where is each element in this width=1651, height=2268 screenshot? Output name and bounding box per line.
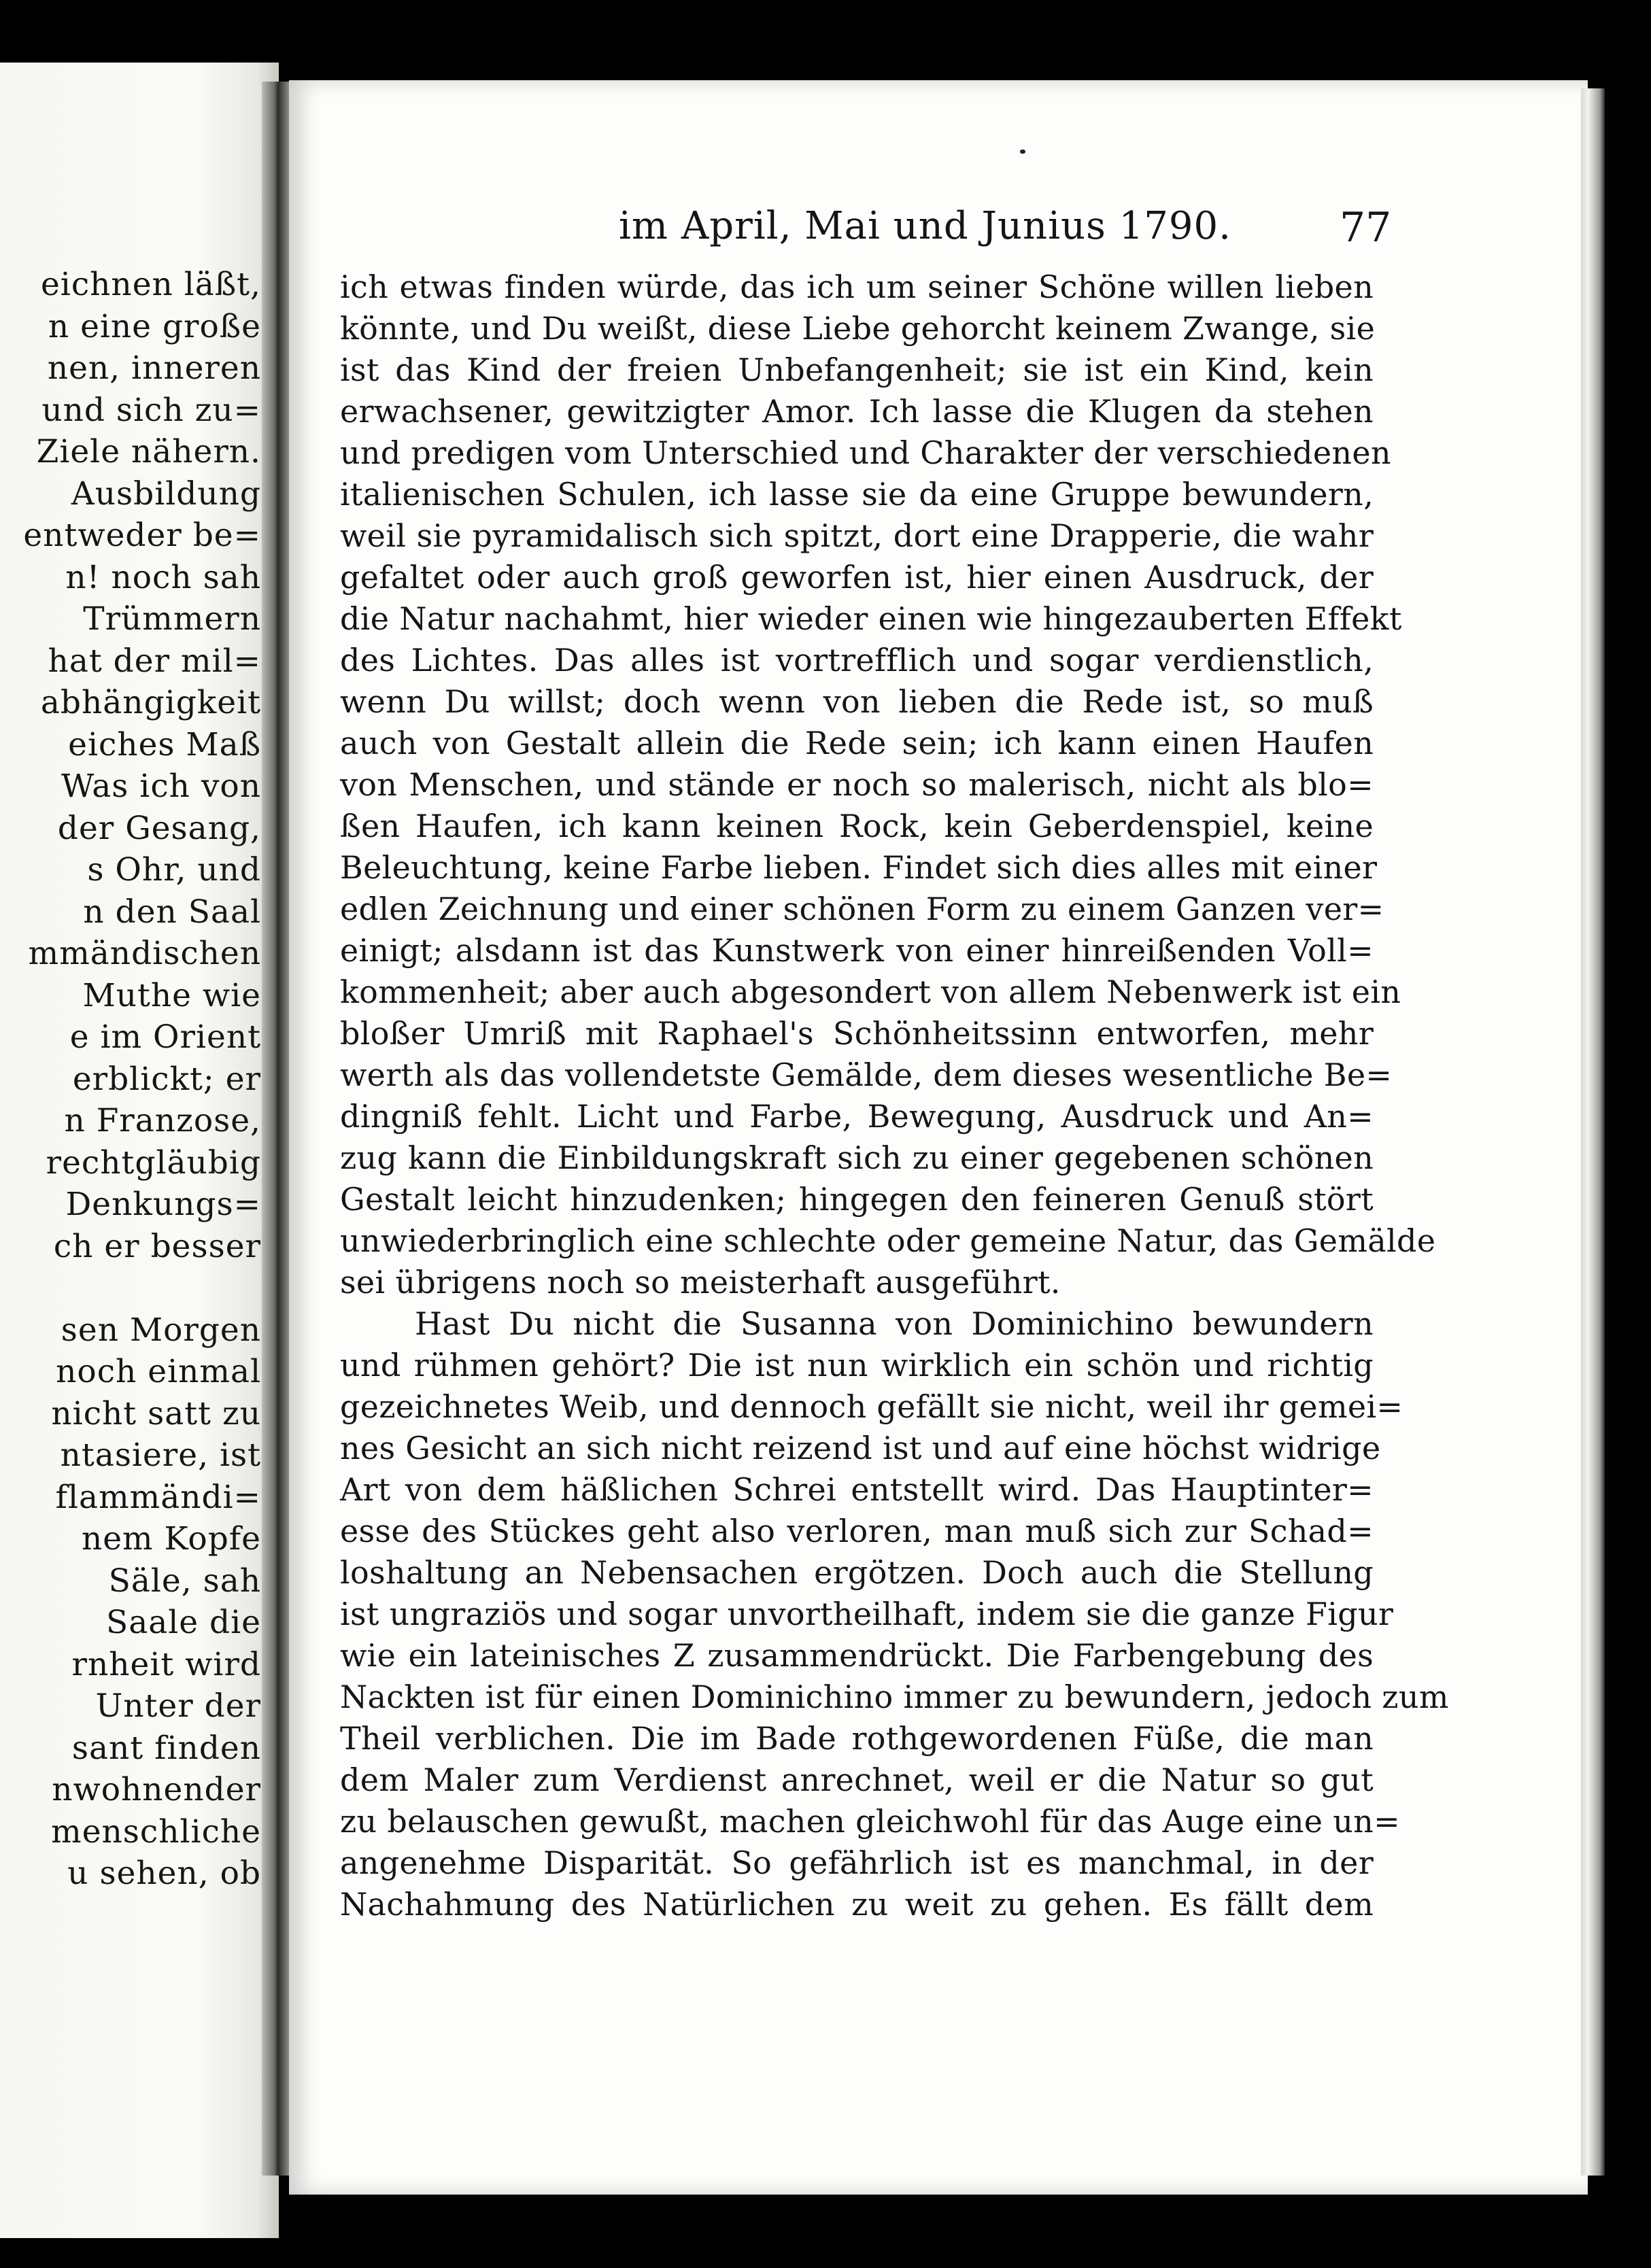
- text-line: dem Maler zum Verdienst anrechnet, weil er die Natur so gut: [340, 1762, 1374, 1798]
- text-line: auch von Gestalt allein die Rede sein; ich kann einen Haufen: [340, 725, 1374, 761]
- text-line: sei übrigens noch so meisterhaft ausgeführt.: [340, 1264, 1061, 1301]
- text-line: bloßer Umriß mit Raphael's Schönheitssinn entworfen, mehr: [340, 1015, 1374, 1052]
- text-line: könnte, und Du weißt, diese Liebe gehorcht keinem Zwange, sie: [340, 310, 1376, 347]
- text-line: edlen Zeichnung und einer schönen Form zu einem Ganzen ver=: [340, 891, 1384, 927]
- left-page-line: n Franzose,: [64, 1102, 261, 1139]
- text-line: ist ungraziös und sogar unvortheilhaft, indem sie die ganze Figur: [340, 1596, 1394, 1632]
- text-line: italienischen Schulen, ich lasse sie da eine Gruppe bewundern,: [340, 476, 1374, 513]
- text-line: Nackten ist für einen Dominichino immer zu bewundern, jedoch zum: [340, 1679, 1449, 1715]
- text-line: gefaltet oder auch groß geworfen ist, hier einen Ausdruck, der: [340, 559, 1374, 596]
- running-head: im April, Mai und Junius 1790.: [619, 204, 1231, 248]
- text-line: des Lichtes. Das alles ist vortrefflich und sogar verdienstlich,: [340, 642, 1374, 678]
- left-page-line: Ausbildung: [71, 475, 261, 513]
- left-page-line: menschliche: [51, 1812, 261, 1851]
- left-page-line: Denkungs=: [65, 1186, 261, 1223]
- left-page-line: Säle, sah: [108, 1562, 261, 1600]
- left-page-line: s Ohr, und: [87, 851, 261, 889]
- left-page-line: und sich zu=: [41, 391, 261, 429]
- left-page-line: Trümmern: [83, 600, 261, 638]
- text-line: loshaltung an Nebensachen ergötzen. Doch auch die Stellung: [340, 1554, 1374, 1591]
- page-edge: [1581, 88, 1605, 2176]
- left-page-line: hat der mil=: [48, 642, 261, 680]
- text-line: zug kann die Einbildungskraft sich zu einer gegebenen schönen: [340, 1139, 1374, 1176]
- left-page-line: entweder be=: [23, 517, 261, 554]
- left-page-line: u sehen, ob: [67, 1855, 261, 1892]
- text-line: esse des Stückes geht also verloren, man muß sich zur Schad=: [340, 1513, 1374, 1549]
- left-page-line: der Gesang,: [57, 809, 261, 847]
- left-page-line: nicht satt zu: [51, 1394, 261, 1432]
- text-line: Beleuchtung, keine Farbe lieben. Findet sich dies alles mit einer: [340, 849, 1378, 886]
- left-page-line: rechtgläubig: [46, 1144, 261, 1182]
- text-line: Gestalt leicht hinzudenken; hingegen den feineren Genuß stört: [340, 1181, 1374, 1218]
- text-line: einigt; alsdann ist das Kunstwerk von einer hinreißenden Voll=: [340, 932, 1374, 969]
- text-line: weil sie pyramidalisch sich spitzt, dort eine Drapperie, die wahr: [340, 517, 1374, 554]
- left-page-line: e im Orient: [69, 1018, 261, 1056]
- left-page-line: nem Kopfe: [81, 1520, 261, 1558]
- text-line: erwachsener, gewitzigter Amor. Ich lasse die Klugen da stehen: [340, 393, 1374, 430]
- left-page-line: Muthe wie: [82, 976, 261, 1014]
- text-line: von Menschen, und stände er noch so malerisch, nicht als blo=: [340, 766, 1374, 803]
- text-line: gezeichnetes Weib, und dennoch gefällt sie nicht, weil ihr gemei=: [340, 1388, 1403, 1425]
- text-line: und predigen vom Unterschied und Charakter der verschiedenen: [340, 434, 1391, 471]
- text-line: wenn Du willst; doch wenn von lieben die Rede ist, so muß: [340, 683, 1374, 720]
- left-page-line: abhängigkeit: [40, 684, 261, 721]
- left-page-line: n den Saal: [83, 893, 261, 931]
- text-line: werth als das vollendetste Gemälde, dem dieses wesentliche Be=: [340, 1056, 1393, 1093]
- left-page-line: noch einmal: [56, 1353, 261, 1390]
- text-line: ßen Haufen, ich kann keinen Rock, kein Geberdenspiel, keine: [340, 808, 1374, 844]
- text-line: Hast Du nicht die Susanna von Dominichino bewundern: [415, 1305, 1374, 1342]
- left-page-line: Ziele nähern.: [36, 433, 261, 470]
- left-page-line: ch er besser: [53, 1227, 261, 1265]
- left-page-line: nen, inneren: [47, 349, 261, 387]
- text-line: Nachahmung des Natürlichen zu weit zu gehen. Es fällt dem: [340, 1886, 1374, 1923]
- left-page-line: mmändischen: [28, 935, 261, 972]
- left-page-line: Unter der: [95, 1687, 261, 1725]
- text-line: ich etwas finden würde, das ich um seiner Schöne willen lieben: [340, 269, 1374, 305]
- left-page-line: sant finden: [71, 1729, 261, 1767]
- left-page-line: eiches Maß: [68, 725, 261, 763]
- body-text: [340, 267, 1449, 1925]
- left-page-line: sen Morgen: [61, 1311, 261, 1349]
- text-line: zu belauschen gewußt, machen gleichwohl für das Auge eine un=: [340, 1803, 1400, 1840]
- book-gutter: [262, 82, 289, 2176]
- left-page-line: rnheit wird: [71, 1645, 261, 1683]
- left-page-line: ntasiere, ist: [60, 1437, 261, 1474]
- text-line: wie ein lateinisches Z zusammendrückt. Die Farbengebung des: [340, 1637, 1374, 1674]
- left-page-line: nwohnender: [52, 1771, 261, 1808]
- text-line: die Natur nachahmt, hier wieder einen wie hingezauberten Effekt: [340, 600, 1402, 637]
- page-number: 77: [1340, 204, 1392, 252]
- left-page-line: Saale die: [106, 1604, 261, 1641]
- left-page-line: erblickt; er: [72, 1060, 261, 1098]
- text-line: angenehme Disparität. So gefährlich ist es manchmal, in der: [340, 1844, 1374, 1881]
- left-page-line: Was ich von: [61, 768, 261, 805]
- left-page-line: flammändi=: [55, 1478, 261, 1516]
- text-line: dingniß fehlt. Licht und Farbe, Bewegung, Ausdruck und An=: [340, 1098, 1374, 1135]
- text-line: unwiederbringlich eine schlechte oder gemeine Natur, das Gemälde: [340, 1222, 1436, 1259]
- text-line: Theil verblichen. Die im Bade rothgewordenen Füße, die man: [340, 1720, 1374, 1757]
- text-line: und rühmen gehört? Die ist nun wirklich ein schön und richtig: [340, 1347, 1374, 1384]
- left-page: [0, 63, 279, 2238]
- left-page-line: n! noch sah: [65, 558, 261, 596]
- text-line: kommenheit; aber auch abgesondert von allem Nebenwerk ist ein: [340, 974, 1401, 1010]
- left-page-line: eichnen läßt,: [40, 266, 261, 303]
- print-speck: [1020, 150, 1025, 154]
- text-line: ist das Kind der freien Unbefangenheit; sie ist ein Kind, kein: [340, 351, 1374, 388]
- text-line: Art von dem häßlichen Schrei entstellt wird. Das Hauptinter=: [340, 1471, 1374, 1508]
- text-line: nes Gesicht an sich nicht reizend ist und auf eine höchst widrige: [340, 1430, 1381, 1466]
- left-page-line: n eine große: [48, 307, 261, 345]
